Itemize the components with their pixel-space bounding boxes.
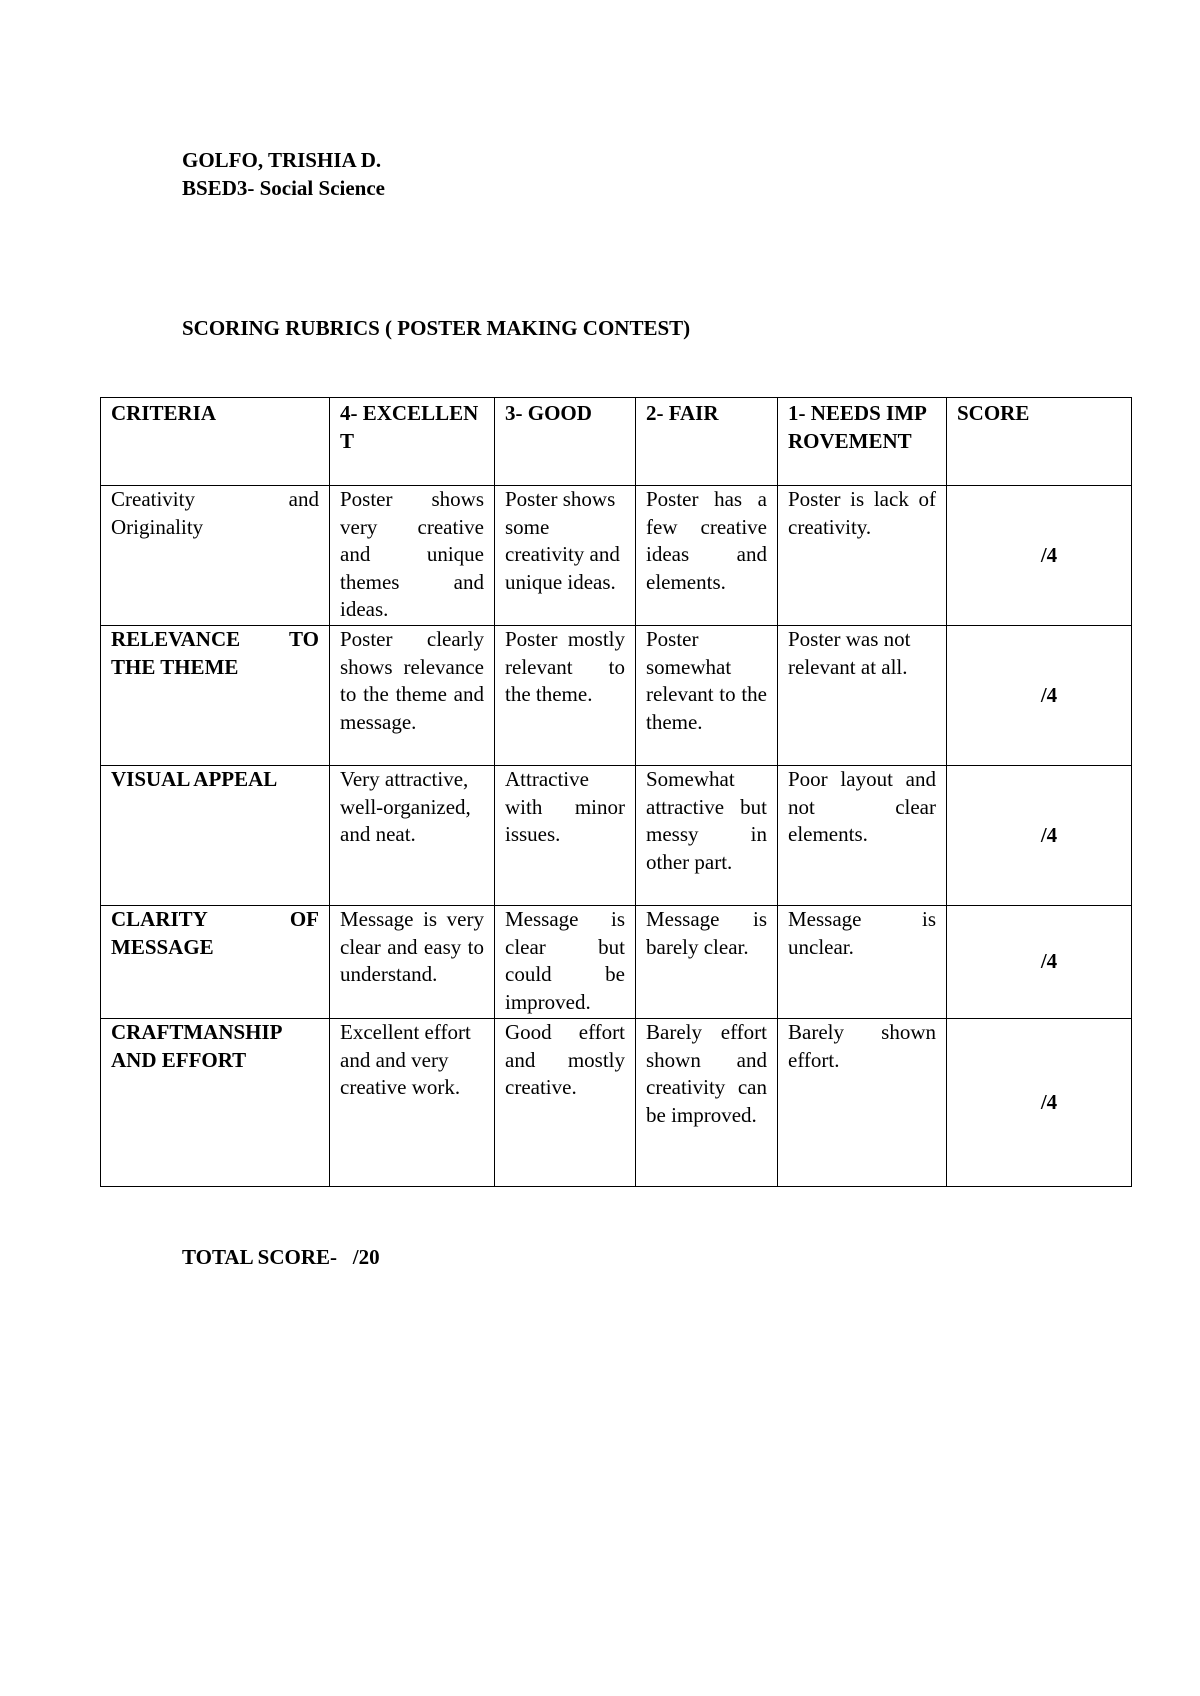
score-value: /4 (1040, 542, 1058, 567)
header-fair: 2- FAIR (636, 398, 778, 486)
needs-improvement-cell: Poor layout and not clear elements. (778, 766, 947, 906)
table-row (101, 906, 1132, 1019)
student-name: GOLFO, TRISHIA D. (182, 148, 382, 172)
header-good: 3- GOOD (495, 398, 636, 486)
header-criteria: CRITERIA (101, 398, 330, 486)
good-cell: Poster mostly relevant to the theme. (495, 626, 636, 766)
table-row (101, 1019, 1132, 1187)
criteria-cell: CRAFTMANSHIP AND EFFORT (101, 1019, 330, 1187)
excellent-cell: Poster clearly shows relevance to the theme and message. (330, 626, 495, 766)
header-needs-improvement: 1- NEEDS IMPROVEMENT (778, 398, 947, 486)
excellent-cell: Poster shows very creative and unique themes and ideas. (330, 486, 495, 626)
total-score: TOTAL SCORE- /20 (182, 1245, 380, 1269)
rubric-table (100, 397, 1132, 1187)
header-excellent: 4- EXCELLENT (330, 398, 495, 486)
document-title: SCORING RUBRICS ( POSTER MAKING CONTEST) (182, 316, 691, 340)
score-value: /4 (1040, 682, 1058, 707)
criteria-cell: RELEVANCE TO THE THEME (101, 626, 330, 766)
fair-cell: Somewhat attractive but messy in other part. (636, 766, 778, 906)
fair-cell: Poster somewhat relevant to the theme. (636, 626, 778, 766)
student-course: BSED3- Social Science (182, 176, 385, 200)
good-cell: Good effort and mostly creative. (495, 1019, 636, 1187)
excellent-cell: Very attractive, well-organized, and neat. (330, 766, 495, 906)
criteria-cell: VISUAL APPEAL (101, 766, 330, 906)
header-score: SCORE (947, 398, 1132, 486)
good-cell: Attractive with minor issues. (495, 766, 636, 906)
criteria-cell: CLARITY OF MESSAGE (101, 906, 330, 1019)
criteria-cell: Creativity and Originality (101, 486, 330, 626)
score-value: /4 (1040, 822, 1058, 847)
table-row (101, 626, 1132, 766)
good-cell: Message is clear but could be improved. (495, 906, 636, 1019)
needs-improvement-cell: Message is unclear. (778, 906, 947, 1019)
good-cell: Poster shows some creativity and unique ideas. (495, 486, 636, 626)
score-cell (947, 486, 1132, 626)
fair-cell: Poster has a few creative ideas and elements. (636, 486, 778, 626)
table-row (101, 486, 1132, 626)
needs-improvement-cell: Poster is lack of creativity. (778, 486, 947, 626)
score-cell (947, 906, 1132, 1019)
excellent-cell: Message is very clear and easy to understand. (330, 906, 495, 1019)
score-value: /4 (1040, 1089, 1058, 1114)
fair-cell: Barely effort shown and creativity can be improved. (636, 1019, 778, 1187)
needs-improvement-cell: Barely shown effort. (778, 1019, 947, 1187)
excellent-cell: Excellent effort and and very creative work. (330, 1019, 495, 1187)
table-header-row (101, 398, 1132, 486)
score-value: /4 (1040, 949, 1058, 974)
table-row (101, 766, 1132, 906)
score-cell (947, 1019, 1132, 1187)
needs-improvement-cell: Poster was not relevant at all. (778, 626, 947, 766)
fair-cell: Message is barely clear. (636, 906, 778, 1019)
score-cell (947, 766, 1132, 906)
score-cell (947, 626, 1132, 766)
